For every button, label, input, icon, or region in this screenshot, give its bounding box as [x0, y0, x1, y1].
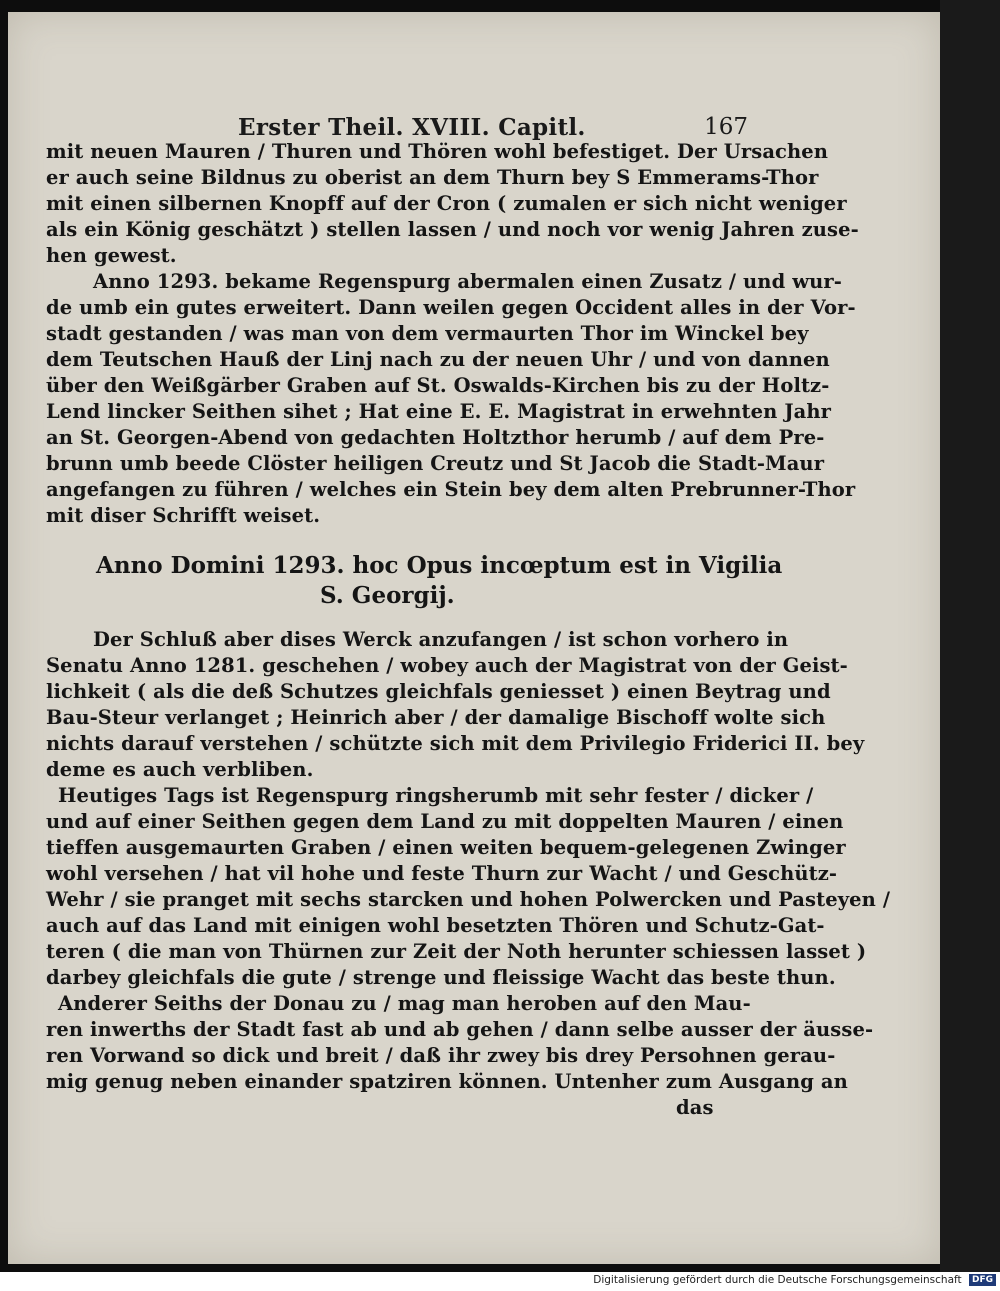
inscription-line: Anno Domini 1293. hoc Opus incœptum est in Vigilia	[96, 552, 783, 579]
text-line: mit neuen Mauren / Thuren und Thören wohl befestiget. Der Ursachen	[46, 140, 829, 163]
text-line: auch auf das Land mit einigen wohl besetzten Thören und Schutz-Gat-	[46, 914, 825, 937]
footer-credit	[0, 1274, 996, 1286]
text-line: ren Vorwand so dick und breit / daß ihr zwey bis drey Persohnen gerau-	[46, 1044, 836, 1067]
text-line: wohl versehen / hat vil hohe und feste Thurn zur Wacht / und Geschütz-	[46, 862, 838, 885]
inscription-line: S. Georgij.	[320, 582, 455, 609]
catchword: das	[676, 1096, 714, 1119]
text-line: und auf einer Seithen gegen dem Land zu mit doppelten Mauren / einen	[46, 810, 844, 833]
text-line: darbey gleichfals die gute / strenge und fleissige Wacht das beste thun.	[46, 966, 836, 989]
text-line: teren ( die man von Thürnen zur Zeit der Noth herunter schiessen lasset )	[46, 940, 867, 963]
text-line: Heutiges Tags ist Regenspurg ringsherumb mit sehr fester / dicker /	[58, 784, 814, 807]
text-line: mit einen silbernen Knopff auf der Cron ( zumalen er sich nicht weniger	[46, 192, 847, 215]
text-line: Bau-Steur verlanget ; Heinrich aber / der damalige Bischoff wolte sich	[46, 706, 826, 729]
text-line: stadt gestanden / was man von dem vermaurten Thor im Winckel bey	[46, 322, 809, 345]
text-line: tieffen ausgemaurten Graben / einen weiten bequem-gelegenen Zwinger	[46, 836, 846, 859]
footer-text: Digitalisierung gefördert durch die Deutsche Forschungsgemeinschaft	[593, 1274, 962, 1286]
text-line: deme es auch verbliben.	[46, 758, 314, 781]
text-line: Der Schluß aber dises Werck anzufangen / ist schon vorhero in	[93, 628, 789, 651]
text-line: de umb ein gutes erweitert. Dann weilen gegen Occident alles in der Vor-	[46, 296, 856, 319]
text-line: mig genug neben einander spatziren können. Untenher zum Ausgang an	[46, 1070, 848, 1093]
page-number: 167	[704, 114, 748, 140]
text-line: ren inwerths der Stadt fast ab und ab gehen / dann selbe ausser der äusse-	[46, 1018, 874, 1041]
text-line: über den Weißgärber Graben auf St. Oswalds-Kirchen bis zu der Holtz-	[46, 374, 830, 397]
text-line: angefangen zu führen / welches ein Stein bey dem alten Prebrunner-Thor	[46, 478, 856, 501]
book-page	[8, 12, 940, 1264]
text-line: an St. Georgen-Abend von gedachten Holtzthor herumb / auf dem Pre-	[46, 426, 825, 449]
text-line: Lend lincker Seithen sihet ; Hat eine E. E. Magistrat in erwehnten Jahr	[46, 400, 832, 423]
dfg-logo: DFG	[969, 1274, 996, 1286]
text-line: lichkeit ( als die deß Schutzes gleichfals geniesset ) einen Beytrag und	[46, 680, 831, 703]
scan-edge-strip	[940, 0, 1000, 1272]
text-line: nichts darauf verstehen / schützte sich mit dem Privilegio Friderici II. bey	[46, 732, 865, 755]
text-line: dem Teutschen Hauß der Linj nach zu der neuen Uhr / und von dannen	[46, 348, 830, 371]
text-line: er auch seine Bildnus zu oberist an dem Thurn bey S Emmerams-Thor	[46, 166, 819, 189]
text-line: als ein König geschätzt ) stellen lassen / und noch vor wenig Jahren zuse-	[46, 218, 859, 241]
text-line: Anderer Seiths der Donau zu / mag man heroben auf den Mau-	[58, 992, 751, 1015]
text-line: Wehr / sie pranget mit sechs starcken und hohen Polwercken und Pasteyen /	[46, 888, 891, 911]
text-line: Anno 1293. bekame Regenspurg abermalen einen Zusatz / und wur-	[93, 270, 842, 293]
text-line: Senatu Anno 1281. geschehen / wobey auch der Magistrat von der Geist-	[46, 654, 848, 677]
text-line: hen gewest.	[46, 244, 177, 267]
text-line: brunn umb beede Clöster heiligen Creutz und St Jacob die Stadt-Maur	[46, 452, 825, 475]
running-head-title: Erster Theil. XVIII. Capitl.	[238, 114, 586, 141]
text-line: mit diser Schrifft weiset.	[46, 504, 321, 527]
